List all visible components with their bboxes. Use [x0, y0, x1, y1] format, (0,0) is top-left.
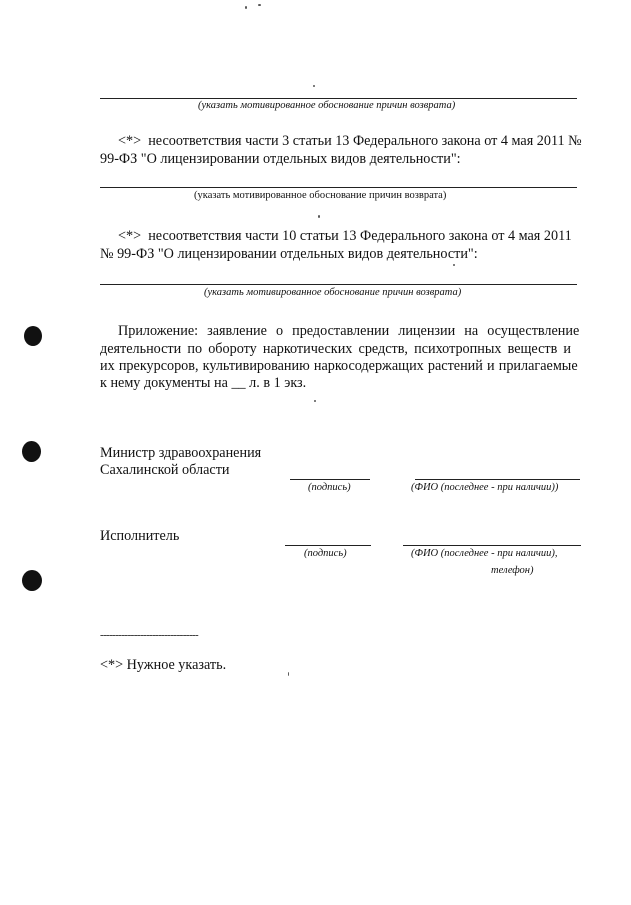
executor-name-caption-line-2: телефон)	[491, 565, 534, 576]
scan-speck	[318, 215, 320, 218]
attachment-line-1: Приложение: заявление о предоставлении лицензии на осуществление	[118, 323, 580, 339]
minister-signature-line	[290, 479, 370, 480]
section-2-marker: <*>	[118, 228, 142, 244]
executor-name-caption-line-1: (ФИО (последнее - при наличии),	[411, 548, 558, 559]
minister-signature-caption: (подпись)	[308, 482, 351, 493]
reason-line	[100, 187, 577, 188]
executor-name-line	[403, 545, 581, 546]
executor-signature-caption: (подпись)	[304, 548, 347, 559]
scan-speck	[313, 85, 315, 87]
attachment-line-4: к нему документы на __ л. в 1 экз.	[100, 375, 307, 391]
scan-speck	[245, 6, 247, 9]
section-2-text-line-1: несоответствия части 10 статьи 13 Федерального закона от 4 мая 2011	[148, 228, 572, 244]
attachment-line-2: деятельности по обороту наркотических средств, психотропных веществ и	[100, 341, 572, 357]
footnote-separator: --------------------------------	[100, 629, 199, 641]
section-1-marker: <*>	[118, 133, 142, 149]
attachment-line-3: их прекурсоров, культивированию наркосодержащих растений и прилагаемые	[100, 358, 578, 374]
reason-line	[100, 98, 577, 99]
scan-speck	[288, 672, 289, 676]
section-2-line-1	[118, 228, 572, 245]
scan-speck	[453, 264, 455, 266]
minister-name-line	[415, 479, 580, 480]
executor-title: Исполнитель	[100, 528, 180, 544]
reason-caption: (указать мотивированное обоснование причин возврата)	[194, 190, 447, 201]
minister-title-line-2: Сахалинской области	[100, 462, 230, 478]
section-1-text-line-2: 99-ФЗ "О лицензировании отдельных видов деятельности":	[100, 151, 461, 167]
punch-hole-middle	[22, 441, 41, 462]
section-1-line-1	[118, 133, 582, 150]
reason-caption: (указать мотивированное обоснование причин возврата)	[204, 287, 462, 298]
reason-caption: (указать мотивированное обоснование причин возврата)	[198, 100, 456, 111]
minister-title-line-1: Министр здравоохранения	[100, 445, 262, 461]
scan-speck	[258, 4, 261, 6]
minister-name-caption: (ФИО (последнее - при наличии))	[411, 482, 559, 493]
footnote-text: <*> Нужное указать.	[100, 657, 227, 673]
section-1-text-line-1: несоответствия части 3 статьи 13 Федерального закона от 4 мая 2011 №	[148, 133, 582, 149]
punch-hole-bottom	[22, 570, 42, 591]
punch-hole-top	[24, 326, 42, 346]
executor-signature-line	[285, 545, 371, 546]
scan-speck	[314, 400, 316, 402]
reason-line	[100, 284, 577, 285]
section-2-text-line-2: № 99-ФЗ "О лицензировании отдельных видов деятельности":	[100, 246, 478, 262]
